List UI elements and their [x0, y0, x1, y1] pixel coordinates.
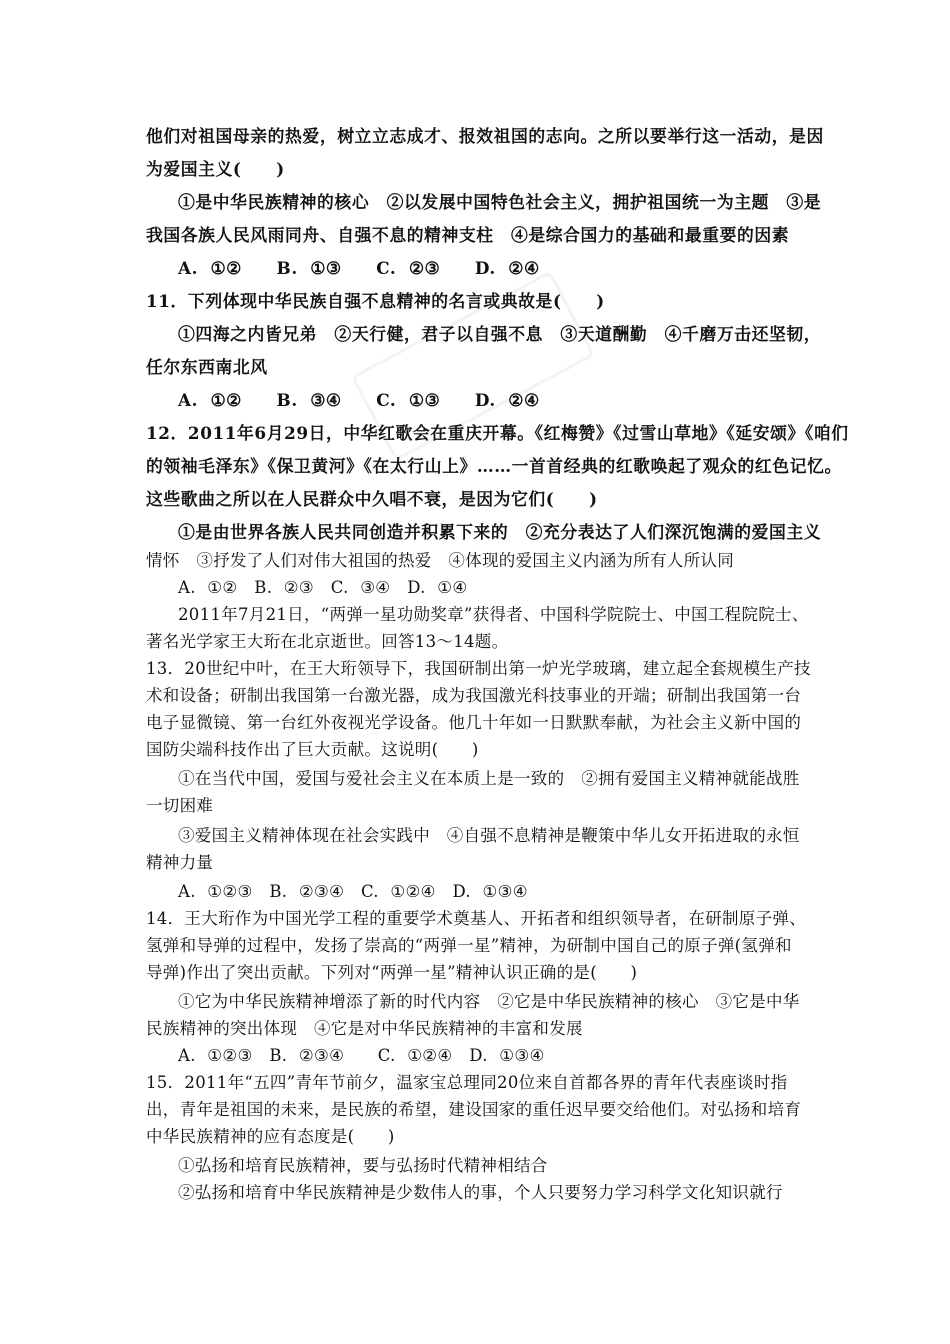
q11-stem: 11．下列体现中华民族自强不息精神的名言或典故是( ): [146, 291, 605, 311]
q15-stem-line-3: 中华民族精神的应有态度是( ): [146, 1127, 395, 1146]
q13-options: A. ①②③ B. ②③④ C. ①②④ D. ①③④: [178, 882, 528, 901]
q10-stem-line-2: 为爱国主义( ): [146, 159, 285, 179]
q14-options: A. ①②③ B. ②③④ C. ①②④ D. ①③④: [178, 1046, 545, 1065]
q14-stem-line-2: 氢弹和导弹的过程中，发扬了崇高的“两弹一星”精神，为研制中国自己的原子弹(氢弹和: [146, 936, 792, 955]
q14-stem-line-3: 导弹)作出了突出贡献。下列对“两弹一星”精神认识正确的是( ): [146, 963, 638, 982]
q13-statement-3-cont: 精神力量: [146, 853, 214, 872]
q15-stem-line-1: 15．2011年“五四”青年节前夕，温家宝总理同20位来自首都各界的青年代表座谈时指: [146, 1073, 788, 1092]
q10-statements-line-1: ①是中华民族精神的核心 ②以发展中国特色社会主义，拥护祖国统一为主题 ③是: [178, 192, 822, 212]
material-intro-line-1: 2011年7月21日，“两弹一星功勋奖章”获得者、中国科学院院士、中国工程院院士、: [178, 605, 809, 624]
q13-statement-1-cont: 一切困难: [146, 796, 214, 815]
q12-stem-line-2: 的领袖毛泽东》《保卫黄河》《在太行山上》……一首首经典的红歌唤起了观众的红色记忆。: [146, 456, 842, 476]
q12-stem-line-3: 这些歌曲之所以在人民群众中久唱不衰，是因为它们( ): [146, 489, 598, 509]
q13-statement-3: ③爱国主义精神体现在社会实践中 ④自强不息精神是鞭策中华儿女开拓进取的永恒: [178, 826, 800, 845]
q13-stem-line-3: 电子显微镜、第一台红外夜视光学设备。他几十年如一日默默奉献，为社会主义新中国的: [146, 713, 802, 732]
q12-statements-line-1: ①是由世界各族人民共同创造并积累下来的 ②充分表达了人们深沉饱满的爱国主义: [178, 522, 822, 542]
q15-statement-2: ②弘扬和培育中华民族精神是少数伟人的事，个人只要努力学习科学文化知识就行: [178, 1183, 783, 1202]
q15-statement-1: ①弘扬和培育民族精神，要与弘扬时代精神相结合: [178, 1156, 548, 1175]
q12-options: A. ①② B. ②③ C. ③④ D. ①④: [178, 578, 468, 597]
q11-options: A. ①② B. ③④ C. ①③ D. ②④: [178, 390, 540, 410]
q14-statements-line-1: ①它为中华民族精神增添了新的时代内容 ②它是中华民族精神的核心 ③它是中华: [178, 992, 800, 1011]
q10-stem-line-1: 他们对祖国母亲的热爱，树立立志成才、报效祖国的志向。之所以要举行这一活动，是因: [146, 126, 824, 146]
q10-options: A. ①② B. ①③ C. ②③ D. ②④: [178, 258, 540, 278]
q13-stem-line-4: 国防尖端科技作出了巨大贡献。这说明( ): [146, 740, 479, 759]
q13-stem-line-2: 术和设备；研制出我国第一台激光器，成为我国激光科技事业的开端；研制出我国第一台: [146, 686, 802, 705]
q14-statements-line-2: 民族精神的突出体现 ④它是对中华民族精神的丰富和发展: [146, 1019, 583, 1038]
q12-stem-line-1: 12．2011年6月29日，中华红歌会在重庆开幕。《红梅赞》《过雪山草地》《延安颂》《咱们: [146, 423, 849, 443]
q13-stem-line-1: 13．20世纪中叶，在王大珩领导下，我国研制出第一炉光学玻璃，建立起全套规模生产技: [146, 659, 811, 678]
q12-statements-line-2: 情怀 ③抒发了人们对伟大祖国的热爱 ④体现的爱国主义内涵为所有人所认同: [146, 551, 734, 570]
material-intro-line-2: 著名光学家王大珩在北京逝世。回答13～14题。: [146, 632, 509, 651]
q10-statements-line-2: 我国各族人民风雨同舟、自强不息的精神支柱 ④是综合国力的基础和最重要的因素: [146, 225, 790, 245]
q15-stem-line-2: 出，青年是祖国的未来，是民族的希望，建设国家的重任迟早要交给他们。对弘扬和培育: [146, 1100, 802, 1119]
q13-statement-1: ①在当代中国，爱国与爱社会主义在本质上是一致的 ②拥有爱国主义精神就能战胜: [178, 769, 800, 788]
q14-stem-line-1: 14．王大珩作为中国光学工程的重要学术奠基人、开拓者和组织领导者，在研制原子弹、: [146, 909, 806, 928]
q11-statements-line-2: 任尔东西南北风: [146, 357, 268, 377]
q11-statements-line-1: ①四海之内皆兄弟 ②天行健，君子以自强不息 ③天道酬勤 ④千磨万击还坚韧，: [178, 324, 822, 344]
